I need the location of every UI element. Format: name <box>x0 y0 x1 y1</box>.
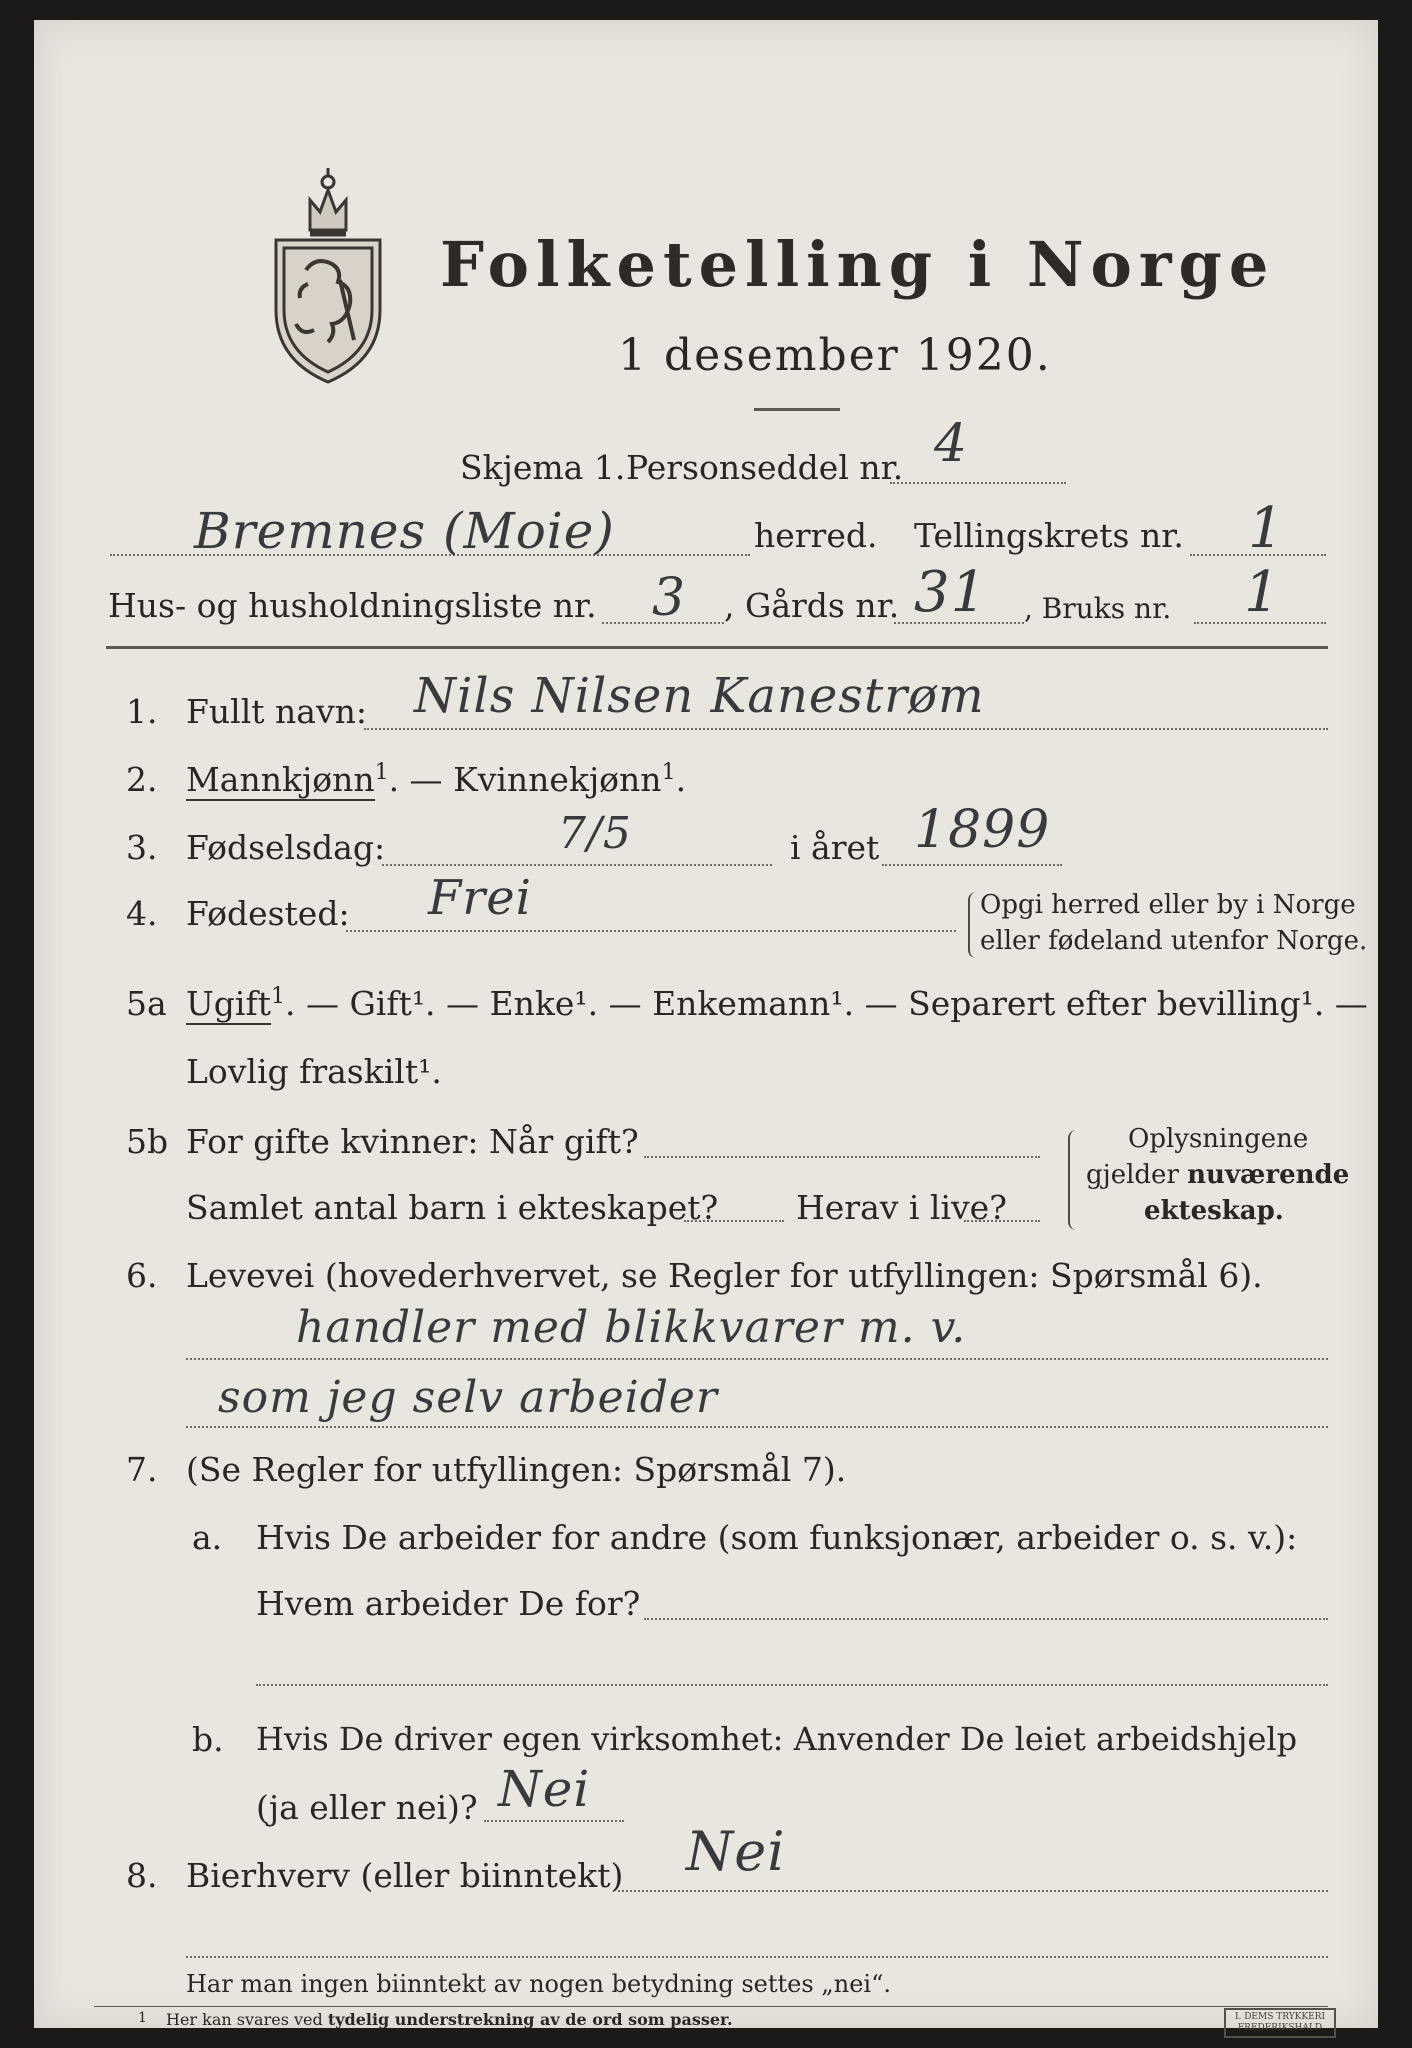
q2-mannkjonn: Mannkjønn <box>186 760 375 799</box>
q4-value: Frei <box>428 870 533 926</box>
q5a-line2: Lovlig fraskilt¹. <box>186 1052 442 1091</box>
q4-note-1: Opgi herred eller by i Norge <box>980 890 1356 920</box>
q5a-ugift: Ugift <box>186 984 271 1023</box>
q1-number: 1. <box>126 692 158 731</box>
q4-line <box>346 930 956 932</box>
q5b-line2b: Herav i live? <box>796 1188 1007 1227</box>
q7a-line1: Hvis De arbeider for andre (som funksjonær, arbeider o. s. v.): <box>256 1518 1298 1557</box>
q5b-line2a-dots <box>684 1220 784 1222</box>
form-title: Folketelling i Norge <box>440 228 1276 301</box>
q1-line <box>364 728 1328 730</box>
header-divider <box>106 646 1328 649</box>
husliste-label: Hus- og husholdningsliste nr. <box>108 586 597 625</box>
q5b-line2a: Samlet antal barn i ekteskapet? <box>186 1188 719 1227</box>
q8-label: Bierhverv (eller biinntekt) <box>186 1856 624 1895</box>
printer-stamp: I. DEMS TRYKKERI FREDERIKSHALD <box>1224 2008 1336 2038</box>
footnote-text: Her kan svares ved tydelig understrekning av de ord som passer. <box>166 2010 733 2029</box>
q7b-line2: (ja eller nei)? <box>256 1788 478 1827</box>
q5b-line1-dots <box>644 1156 1040 1158</box>
q2-kvinnekjonn: Kvinnekjønn <box>453 760 662 799</box>
tellingskrets-label: Tellingskrets nr. <box>914 516 1184 555</box>
skjema-label: Skjema 1. <box>460 448 626 487</box>
tellingskrets-value: 1 <box>1248 496 1285 561</box>
q4-note-2: eller fødeland utenfor Norge. <box>980 926 1368 956</box>
q2-number: 2. <box>126 760 158 799</box>
q3-label: Fødselsdag: <box>186 828 386 867</box>
q6-line-1 <box>186 1358 1328 1360</box>
q1-value: Nils Nilsen Kanestrøm <box>414 668 985 724</box>
q8-note: Har man ingen biinntekt av nogen betydning settes „nei“. <box>186 1970 891 1998</box>
personseddel-value: 4 <box>934 414 969 474</box>
q7b-value: Nei <box>498 1760 591 1818</box>
q7a-line2: Hvem arbeider De for? <box>256 1584 641 1623</box>
q8-value: Nei <box>686 1820 786 1883</box>
q3-year-label: i året <box>790 828 880 867</box>
q6-number: 6. <box>126 1256 158 1295</box>
q5b-number: 5b <box>126 1122 169 1161</box>
q4-note-brace <box>968 892 978 958</box>
q7b-line2-dots <box>484 1820 624 1822</box>
q8-line <box>618 1890 1328 1892</box>
q7-label: (Se Regler for utfyllingen: Spørsmål 7). <box>186 1450 847 1489</box>
footnote-mark: 1 <box>138 2010 147 2026</box>
q3-year-value: 1899 <box>914 800 1051 860</box>
form-date: 1 desember 1920. <box>618 330 1052 381</box>
q7b-line1: Hvis De driver egen virksomhet: Anvender De leiet arbeidshjelp <box>256 1720 1298 1758</box>
q7a-number: a. <box>192 1518 223 1557</box>
q6-line-2 <box>186 1426 1328 1428</box>
q7b-number: b. <box>192 1720 224 1759</box>
q7a-line2-dots <box>644 1618 1328 1620</box>
q5b-note-2: gjelder nuværende <box>1086 1160 1350 1190</box>
q5b-note-brace <box>1068 1130 1080 1230</box>
gards-label: , Gårds nr. <box>724 586 900 625</box>
q3-line <box>382 864 772 866</box>
q5a-number: 5a <box>126 984 167 1023</box>
q5b-note-1: Oplysningene <box>1128 1124 1309 1154</box>
q7-number: 7. <box>126 1450 158 1489</box>
q3-number: 3. <box>126 828 158 867</box>
q3-year-line <box>882 864 1062 866</box>
q8-line-2 <box>186 1956 1328 1958</box>
gards-value: 31 <box>914 560 988 625</box>
q2-options: Mannkjønn$^1$. — Kvinnekjønn$^1$. <box>186 760 687 799</box>
personseddel-line <box>890 482 1066 484</box>
q4-number: 4. <box>126 894 158 933</box>
q7a-line3-dots <box>256 1684 1328 1686</box>
q6-value-2: som jeg selv arbeider <box>218 1372 718 1423</box>
q4-label: Fødested: <box>186 894 350 933</box>
footnote-divider <box>94 2006 1328 2007</box>
norwegian-coat-of-arms-icon <box>270 160 386 390</box>
q5b-line1: For gifte kvinner: Når gift? <box>186 1122 639 1161</box>
bruks-label: , Bruks nr. <box>1024 592 1172 625</box>
census-form <box>34 20 1378 2033</box>
q8-number: 8. <box>126 1856 158 1895</box>
bruks-value: 1 <box>1244 560 1281 625</box>
q5b-note-3: ekteskap. <box>1144 1196 1284 1226</box>
personseddel-label: Personseddel nr. <box>626 448 904 487</box>
q1-label: Fullt navn: <box>186 692 367 731</box>
q5a-options: Ugift$^1$. — Gift¹. — Enke¹. — Enkemann¹. — Separert efter bevilling¹. — <box>186 984 1368 1023</box>
q5b-line2b-dots <box>964 1220 1040 1222</box>
husliste-value: 3 <box>652 568 687 628</box>
q6-value-1: handler med blikkvarer m. v. <box>296 1302 967 1353</box>
q3-value: 7/5 <box>558 808 632 859</box>
q6-label: Levevei (hovederhvervet, se Regler for utfyllingen: Spørsmål 6). <box>186 1256 1263 1295</box>
title-rule <box>754 408 840 411</box>
herred-value: Bremnes (Moie) <box>194 502 615 560</box>
herred-label: herred. <box>754 516 878 555</box>
